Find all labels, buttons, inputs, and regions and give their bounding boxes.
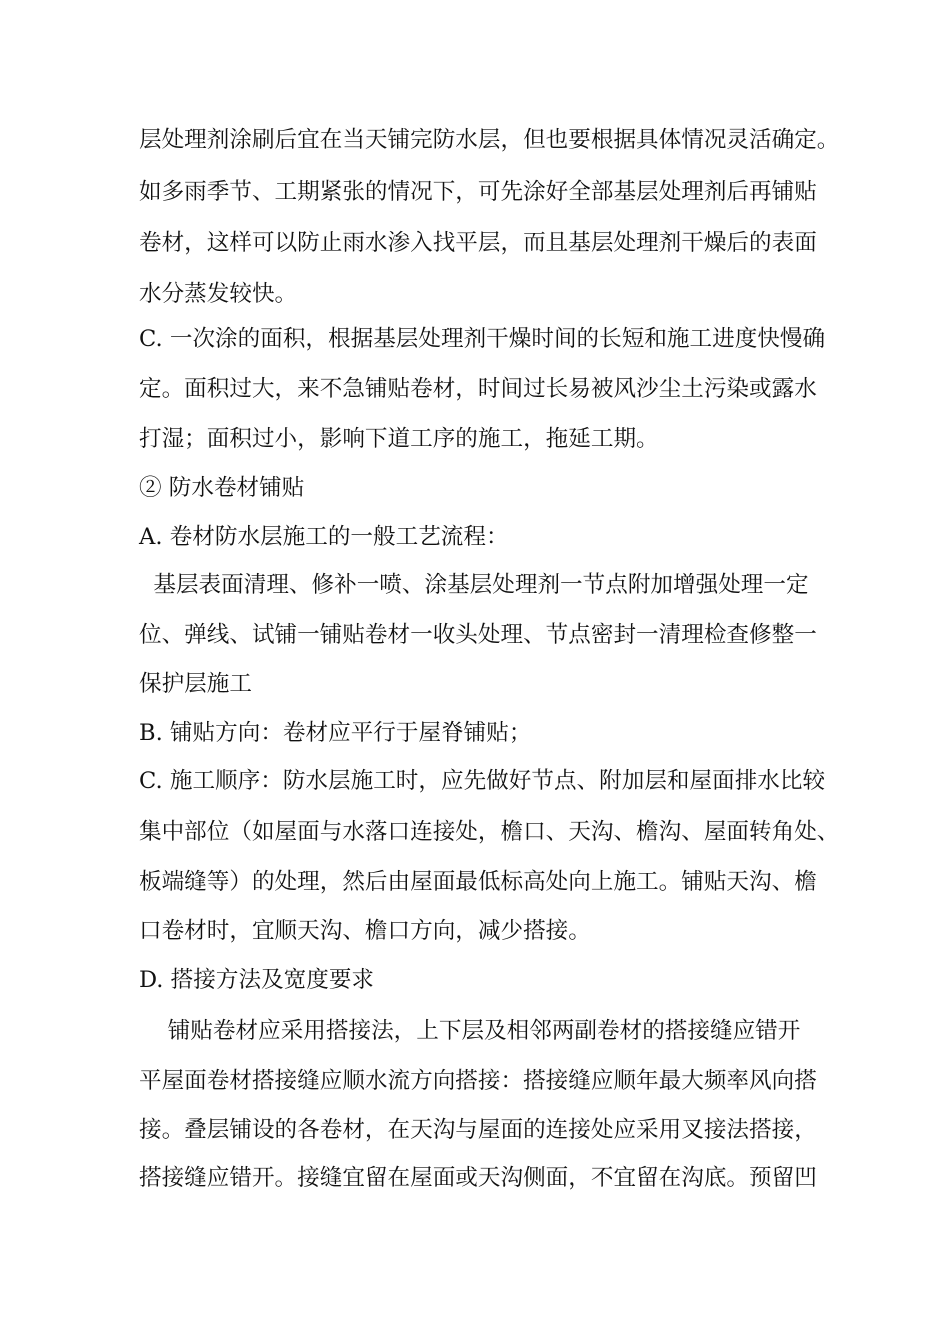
text-line: C. 一次涂的面积，根据基层处理剂干燥时间的长短和施工进度快慢确 — [139, 326, 826, 352]
text-line: C. 施工顺序：防水层施工时，应先做好节点、附加层和屋面排水比较 — [139, 768, 826, 794]
text-line: B. 铺贴方向：卷材应平行于屋脊铺贴； — [139, 720, 532, 746]
text-line: 集中部位（如屋面与水落口连接处，檐口、天沟、檐沟、屋面转角处、 — [139, 819, 840, 845]
text-line: 平屋面卷材搭接缝应顺水流方向搭接：搭接缝应顺年最大频率风向搭 — [139, 1068, 817, 1094]
text-line: 如多雨季节、工期紧张的情况下，可先涂好全部基层处理剂后再铺贴 — [139, 179, 817, 205]
text-line: 口卷材时，宜顺天沟、檐口方向，减少搭接。 — [139, 918, 591, 944]
text-line: 基层表面清理、修补一喷、涂基层处理剂一节点附加增强处理一定 — [139, 572, 809, 598]
text-line: 定。面积过大，来不急铺贴卷材，时间过长易被风沙尘土污染或露水 — [139, 376, 817, 402]
text-line: 层处理剂涂刷后宜在当天铺完防水层，但也要根据具体情况灵活确定。 — [139, 127, 840, 153]
text-line: A. 卷材防水层施工的一般工艺流程： — [139, 524, 509, 550]
text-line: 板端缝等）的处理，然后由屋面最低标高处向上施工。铺贴天沟、檐 — [139, 869, 817, 895]
text-line: 卷材，这样可以防止雨水渗入找平层，而且基层处理剂干燥后的表面 — [139, 230, 817, 256]
text-line: 位、弹线、试铺一铺贴卷材一收头处理、节点密封一清理检查修整一 — [139, 622, 817, 648]
text-line: D. 搭接方法及宽度要求 — [139, 967, 375, 993]
text-line: 搭接缝应错开。接缝宜留在屋面或天沟侧面，不宜留在沟底。预留凹 — [139, 1165, 817, 1191]
text-line: 打湿；面积过小，影响下道工序的施工，拖延工期。 — [139, 426, 659, 452]
text-line: 接。叠层铺设的各卷材，在天沟与屋面的连接处应采用叉接法搭接， — [139, 1117, 817, 1143]
text-line: 水分蒸发较快。 — [139, 281, 298, 307]
text-line: 保护层施工 — [139, 671, 252, 697]
text-line: 铺贴卷材应采用搭接法，上下层及相邻两副卷材的搭接缝应错开 — [139, 1018, 801, 1044]
section-heading: ② 防水卷材铺贴 — [139, 475, 305, 501]
